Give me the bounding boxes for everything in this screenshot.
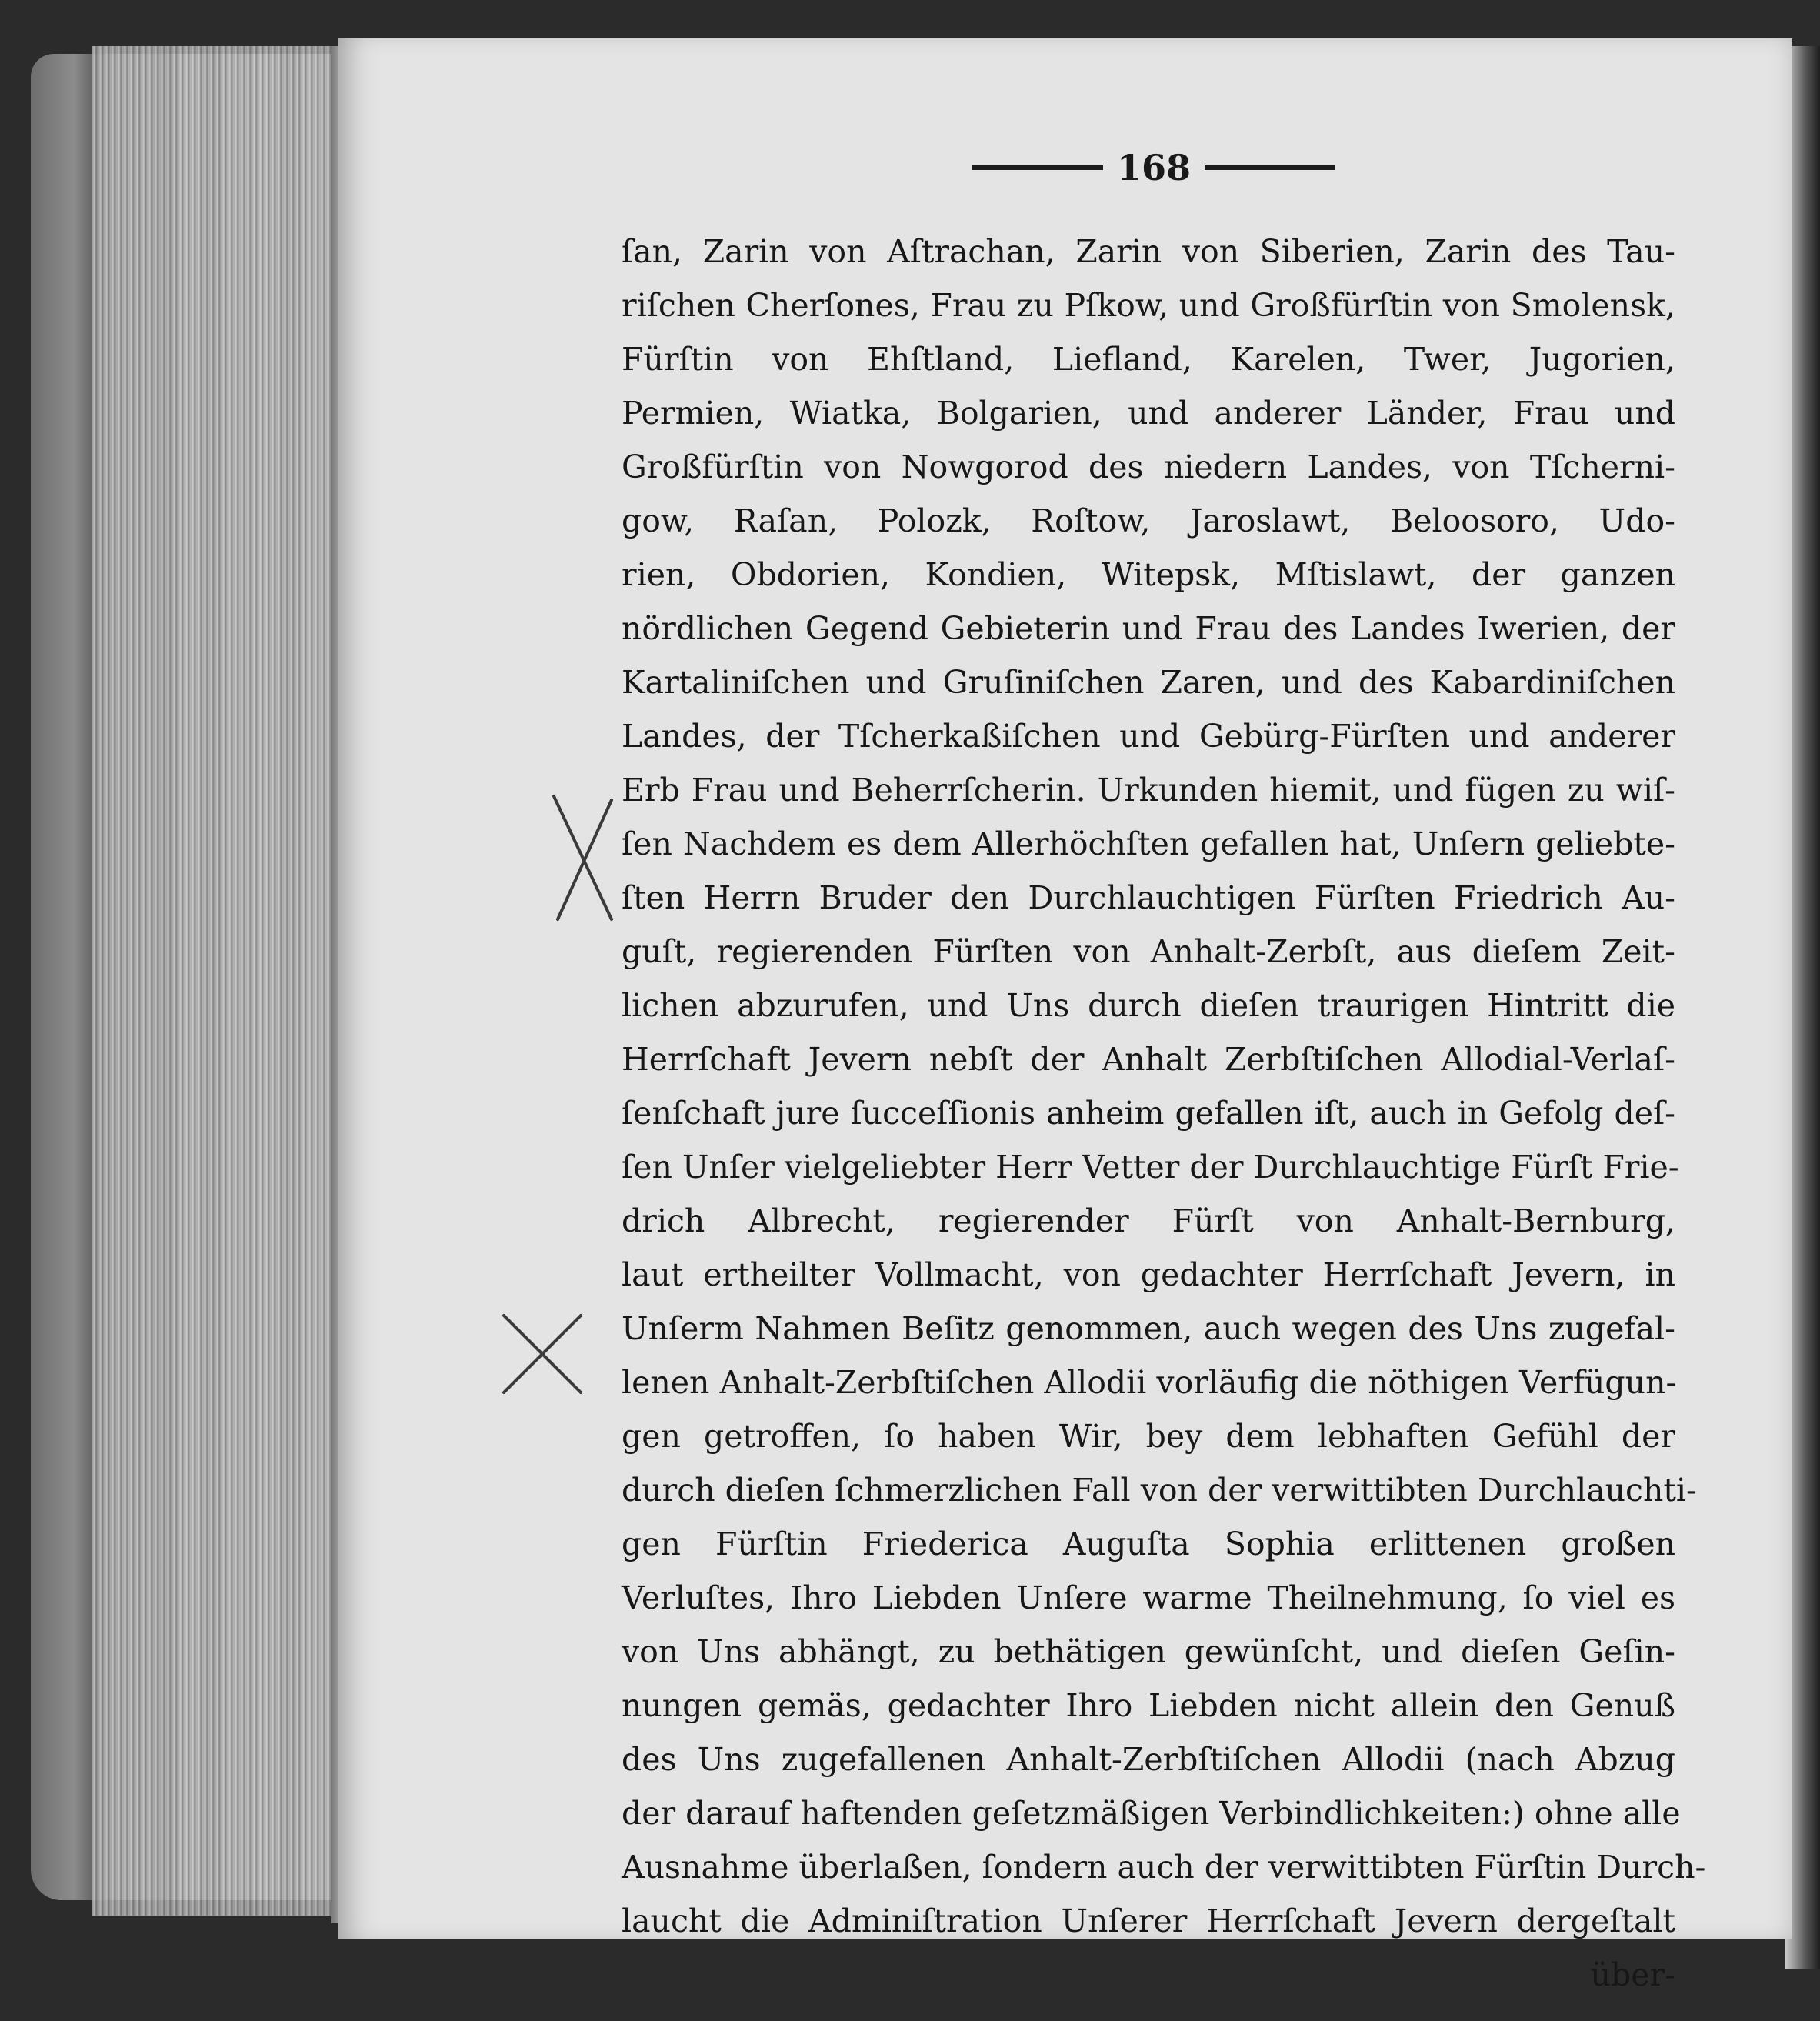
text-line: Fürſtin von Ehſtland, Liefland, Karelen, Twer, Jugorien, [622, 341, 1675, 378]
text-line: Erb Frau und Beherrſcherin. Urkunden hiemit, und fügen zu wiſ- [622, 772, 1675, 809]
text-line: gow, Raſan, Polozk, Roſtow, Jaroslawt, Beloosoro, Udo- [622, 502, 1675, 539]
text-line: Großfürſtin von Nowgorod des niedern Landes, von Tſcherni- [622, 449, 1675, 485]
text-line: ſen Unſer vielgeliebter Herr Vetter der Durchlauchtige Fürſt Frie- [622, 1149, 1679, 1186]
page-header [946, 145, 1362, 191]
text-line: Verluſtes, Ihro Liebden Unſere warme Theilnehmung, ſo viel es [622, 1579, 1675, 1616]
text-line: gen getroffen, ſo haben Wir, bey dem lebhaften Gefühl der [622, 1418, 1675, 1455]
handwritten-x-mark [538, 789, 623, 927]
text-line: laucht die Adminiſtration Unſerer Herrſchaft Jevern dergeſtalt [622, 1903, 1675, 1939]
text-line: von Uns abhängt, zu bethätigen gewünſcht, und dieſen Geſin- [622, 1633, 1675, 1670]
text-line: Ausnahme überlaßen, ſondern auch der verwittibten Fürſtin Durch- [622, 1849, 1706, 1886]
text-line: rien, Obdorien, Kondien, Witepsk, Mſtislawt, der ganzen [622, 556, 1675, 593]
header-rule-right [1205, 165, 1335, 170]
text-line: ſen Nachdem es dem Allerhöchſten gefallen hat, Unſern geliebte- [622, 825, 1675, 862]
text-line: der darauf haftenden geſetzmäßigen Verbindlichkeiten:) ohne alle [622, 1795, 1681, 1832]
text-line: des Uns zugefallenen Anhalt-Zerbſtiſchen Allodii (nach Abzug [622, 1741, 1675, 1778]
page-edges [92, 46, 338, 1916]
text-line: ſten Herrn Bruder den Durchlauchtigen Fürſten Friedrich Au- [622, 879, 1675, 916]
text-line: riſchen Cherſones, Frau zu Pſkow, und Großfürſtin von Smolensk, [622, 287, 1675, 324]
text-line: guſt, regierenden Fürſten von Anhalt-Zerbſt, aus dieſem Zeit- [622, 933, 1675, 970]
text-line: nungen gemäs, gedachter Ihro Liebden nicht allein den Genuß [622, 1687, 1675, 1724]
text-line: Unſerm Nahmen Beſitz genommen, auch wegen des Uns zugefal- [622, 1310, 1675, 1347]
text-line: Kartaliniſchen und Gruſiniſchen Zaren, und des Kabardiniſchen [622, 664, 1675, 701]
text-line: lichen abzurufen, und Uns durch dieſen traurigen Hintritt die [622, 987, 1675, 1024]
text-line: Landes, der Tſcherkaßiſchen und Gebürg-Fürſten und anderer [622, 718, 1675, 755]
text-line: Permien, Wiatka, Bolgarien, und anderer Länder, Frau und [622, 395, 1675, 432]
text-line: nördlichen Gegend Gebieterin und Frau des Landes Iwerien, der [622, 610, 1675, 647]
catchword: über- [1590, 1956, 1675, 1993]
text-line: gen Fürſtin Friederica Auguſta Sophia erlittenen großen [622, 1526, 1675, 1562]
text-line: durch dieſen ſchmerzlichen Fall von der verwittibten Durchlauchti- [622, 1472, 1697, 1509]
text-line: lenen Anhalt-Zerbſtiſchen Allodii vorläufig die nöthigen Verfügun- [622, 1364, 1677, 1401]
handwritten-x-mark [492, 1304, 592, 1404]
text-line: drich Albrecht, regierender Fürſt von Anhalt-Bernburg, [622, 1202, 1675, 1239]
text-line: laut ertheilter Vollmacht, von gedachter Herrſchaft Jevern, in [622, 1256, 1675, 1293]
text-line: ſan, Zarin von Aſtrachan, Zarin von Siberien, Zarin des Tau- [622, 233, 1675, 270]
text-line: Herrſchaft Jevern nebſt der Anhalt Zerbſtiſchen Allodial-Verlaſ- [622, 1041, 1675, 1078]
page-number: 168 [1116, 147, 1192, 188]
text-line: ſenſchaft jure ſucceſſionis anheim gefallen iſt, auch in Gefolg deſ- [622, 1095, 1675, 1132]
header-rule-left [972, 165, 1103, 170]
body-text [622, 225, 1706, 2002]
